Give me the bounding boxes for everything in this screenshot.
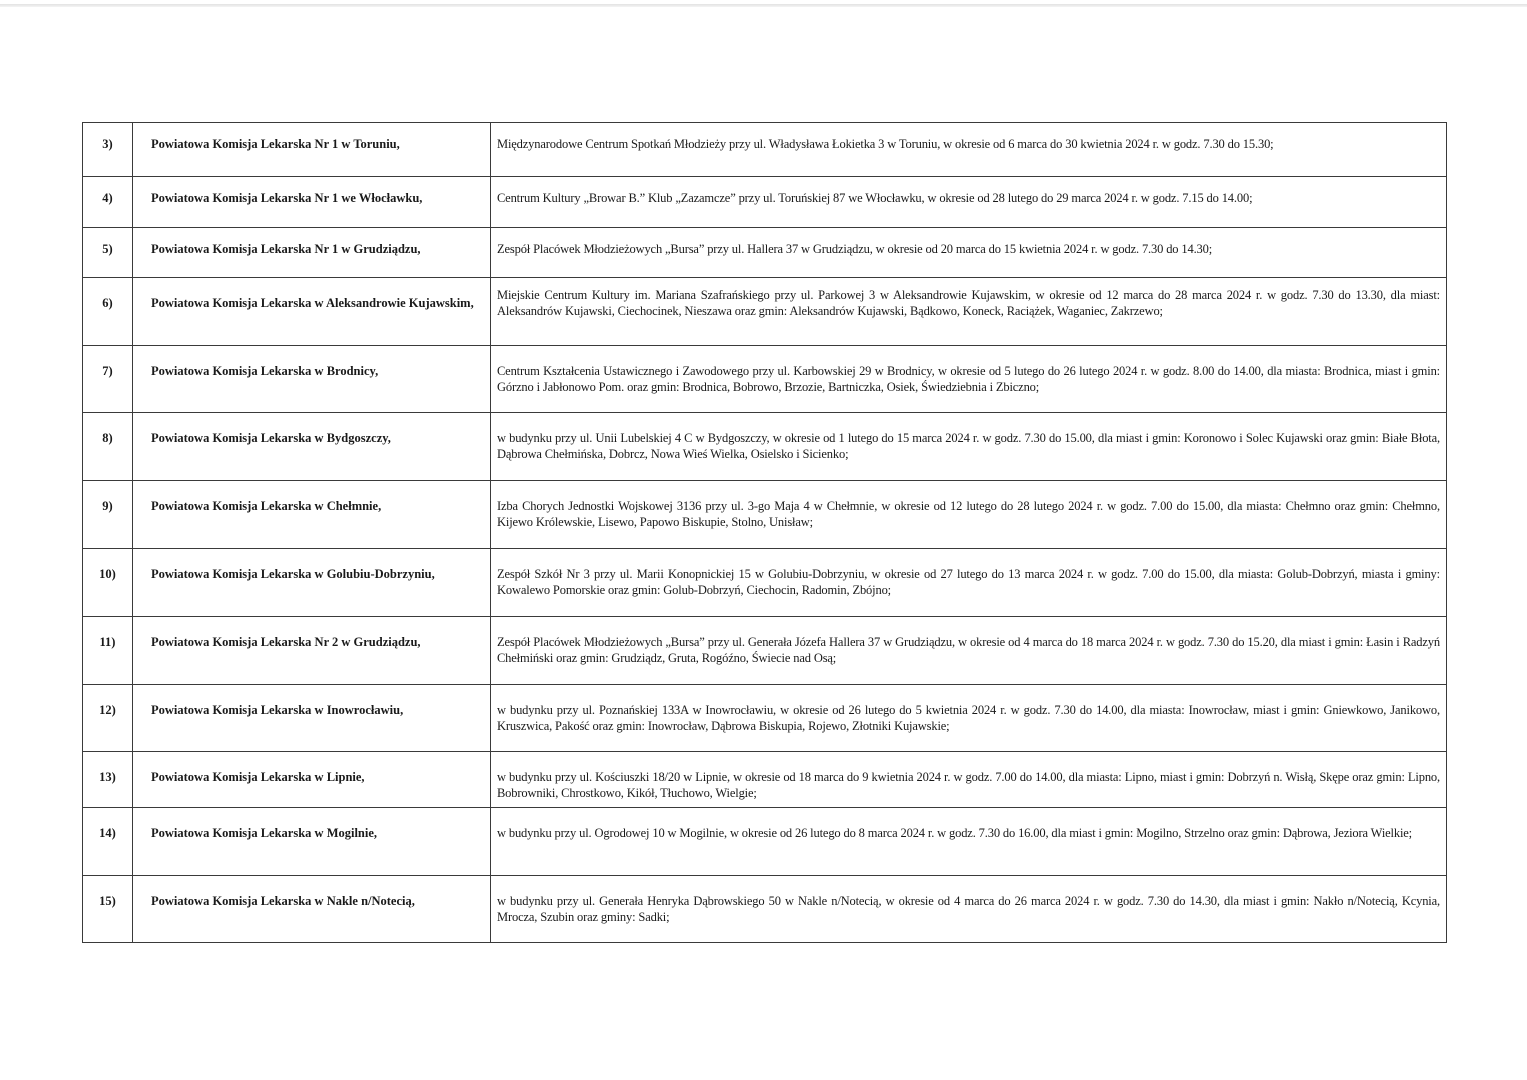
commission-name: Powiatowa Komisja Lekarska w Nakle n/Notecią, bbox=[133, 876, 491, 943]
table-row bbox=[83, 123, 1447, 177]
commission-name: Powiatowa Komisja Lekarska w Brodnicy, bbox=[133, 346, 491, 413]
row-number: 5) bbox=[83, 228, 133, 278]
table-row bbox=[83, 549, 1447, 617]
table-row bbox=[83, 228, 1447, 278]
commission-location: Zespół Szkół Nr 3 przy ul. Marii Konopnickiej 15 w Golubiu-Dobrzyniu, w okresie od 27 lutego do 13 marca 2024 r. w godz. 7.00 do 15.00, dla miasta: Golub-Dobrzyń, miasta i gminy: Kowalewo Pomorskie oraz gmin: Golub-Dobrzyń, Ciechocin, Radomin, Zbójno; bbox=[491, 549, 1447, 617]
commission-name: Powiatowa Komisja Lekarska w Aleksandrowie Kujawskim, bbox=[133, 278, 491, 346]
table-row bbox=[83, 808, 1447, 876]
commission-location: w budynku przy ul. Poznańskiej 133A w Inowrocławiu, w okresie od 26 lutego do 5 kwietnia 2024 r. w godz. 7.30 do 14.00, dla miasta: Inowrocław, miast i gmin: Gniewkowo, Janikowo, Kruszwica, Pakość oraz gmin: Inowrocław, Dąbrowa Biskupia, Rojewo, Złotniki Kujawskie; bbox=[491, 685, 1447, 752]
row-number: 13) bbox=[83, 752, 133, 808]
row-number: 12) bbox=[83, 685, 133, 752]
row-number: 7) bbox=[83, 346, 133, 413]
table-row bbox=[83, 413, 1447, 481]
row-number: 6) bbox=[83, 278, 133, 346]
commission-location: w budynku przy ul. Ogrodowej 10 w Mogilnie, w okresie od 26 lutego do 8 marca 2024 r. w godz. 7.30 do 16.00, dla miast i gmin: Mogilno, Strzelno oraz gmin: Dąbrowa, Jeziora Wielkie; bbox=[491, 808, 1447, 876]
commission-name: Powiatowa Komisja Lekarska Nr 2 w Grudziądzu, bbox=[133, 617, 491, 685]
commission-name: Powiatowa Komisja Lekarska w Inowrocławiu, bbox=[133, 685, 491, 752]
row-number: 8) bbox=[83, 413, 133, 481]
table-row bbox=[83, 278, 1447, 346]
commission-name: Powiatowa Komisja Lekarska w Chełmnie, bbox=[133, 481, 491, 549]
commission-name: Powiatowa Komisja Lekarska Nr 1 w Toruniu, bbox=[133, 123, 491, 177]
commission-name: Powiatowa Komisja Lekarska w Golubiu-Dobrzyniu, bbox=[133, 549, 491, 617]
commission-location: w budynku przy ul. Kościuszki 18/20 w Lipnie, w okresie od 18 marca do 9 kwietnia 2024 r. w godz. 7.00 do 14.00, dla miasta: Lipno, miast i gmin: Dobrzyń n. Wisłą, Skępe oraz gmin: Lipno, Bobrowniki, Chrostkowo, Kikół, Tłuchowo, Wielgie; bbox=[491, 752, 1447, 808]
commission-name: Powiatowa Komisja Lekarska Nr 1 we Włocławku, bbox=[133, 177, 491, 228]
table-row bbox=[83, 617, 1447, 685]
commission-name: Powiatowa Komisja Lekarska w Bydgoszczy, bbox=[133, 413, 491, 481]
commission-name: Powiatowa Komisja Lekarska Nr 1 w Grudziądzu, bbox=[133, 228, 491, 278]
scan-edge bbox=[0, 4, 1527, 7]
commission-name: Powiatowa Komisja Lekarska w Lipnie, bbox=[133, 752, 491, 808]
commission-name: Powiatowa Komisja Lekarska w Mogilnie, bbox=[133, 808, 491, 876]
table-row bbox=[83, 685, 1447, 752]
row-number: 11) bbox=[83, 617, 133, 685]
commission-location: Miejskie Centrum Kultury im. Mariana Szafrańskiego przy ul. Parkowej 3 w Aleksandrowie Kujawskim, w okresie od 12 marca do 28 marca 2024 r. w godz. 7.30 do 13.30, dla miast: Aleksandrów Kujawski, Ciechocinek, Nieszawa oraz gmin: Aleksandrów Kujawski, Bądkowo, Koneck, Raciążek, Waganiec, Zakrzewo; bbox=[491, 278, 1447, 346]
commission-location: Centrum Kultury „Browar B.” Klub „Zazamcze” przy ul. Toruńskiej 87 we Włocławku, w okresie od 28 lutego do 29 marca 2024 r. w godz. 7.15 do 14.00; bbox=[491, 177, 1447, 228]
commission-location: Izba Chorych Jednostki Wojskowej 3136 przy ul. 3-go Maja 4 w Chełmnie, w okresie od 12 lutego do 28 lutego 2024 r. w godz. 7.00 do 15.00, dla miasta: Chełmno oraz gmin: Chełmno, Kijewo Królewskie, Lisewo, Papowo Biskupie, Stolno, Unisław; bbox=[491, 481, 1447, 549]
row-number: 9) bbox=[83, 481, 133, 549]
commission-location: w budynku przy ul. Generała Henryka Dąbrowskiego 50 w Nakle n/Notecią, w okresie od 4 marca do 26 marca 2024 r. w godz. 7.30 do 14.30, dla miast i gmin: Nakło n/Notecią, Kcynia, Mrocza, Szubin oraz gminy: Sadki; bbox=[491, 876, 1447, 943]
table-row bbox=[83, 177, 1447, 228]
commission-location: Zespół Placówek Młodzieżowych „Bursa” przy ul. Generała Józefa Hallera 37 w Grudziądzu, w okresie od 4 marca do 18 marca 2024 r. w godz. 7.30 do 15.20, dla miast i gmin: Łasin i Radzyń Chełmiński oraz gmin: Grudziądz, Gruta, Rogóźno, Świecie nad Osą; bbox=[491, 617, 1447, 685]
commission-table bbox=[82, 122, 1447, 943]
row-number: 3) bbox=[83, 123, 133, 177]
row-number: 4) bbox=[83, 177, 133, 228]
commission-location: Centrum Kształcenia Ustawicznego i Zawodowego przy ul. Karbowskiej 29 w Brodnicy, w okresie od 5 lutego do 26 lutego 2024 r. w godz. 8.00 do 14.00, dla miasta: Brodnica, miast i gmin: Górzno i Jabłonowo Pom. oraz gmin: Brodnica, Bobrowo, Brzozie, Bartniczka, Osiek, Świedziebnia i Zbiczno; bbox=[491, 346, 1447, 413]
row-number: 14) bbox=[83, 808, 133, 876]
commission-location: Międzynarodowe Centrum Spotkań Młodzieży przy ul. Władysława Łokietka 3 w Toruniu, w okresie od 6 marca do 30 kwietnia 2024 r. w godz. 7.30 do 15.30; bbox=[491, 123, 1447, 177]
table-row bbox=[83, 752, 1447, 808]
commission-location: Zespół Placówek Młodzieżowych „Bursa” przy ul. Hallera 37 w Grudziądzu, w okresie od 20 marca do 15 kwietnia 2024 r. w godz. 7.30 do 14.30; bbox=[491, 228, 1447, 278]
table-row bbox=[83, 876, 1447, 943]
row-number: 10) bbox=[83, 549, 133, 617]
row-number: 15) bbox=[83, 876, 133, 943]
commission-location: w budynku przy ul. Unii Lubelskiej 4 C w Bydgoszczy, w okresie od 1 lutego do 15 marca 2024 r. w godz. 7.30 do 15.00, dla miast i gmin: Koronowo i Solec Kujawski oraz gmin: Białe Błota, Dąbrowa Chełmińska, Dobrcz, Nowa Wieś Wielka, Osielsko i Sicienko; bbox=[491, 413, 1447, 481]
table-row bbox=[83, 346, 1447, 413]
table-row bbox=[83, 481, 1447, 549]
